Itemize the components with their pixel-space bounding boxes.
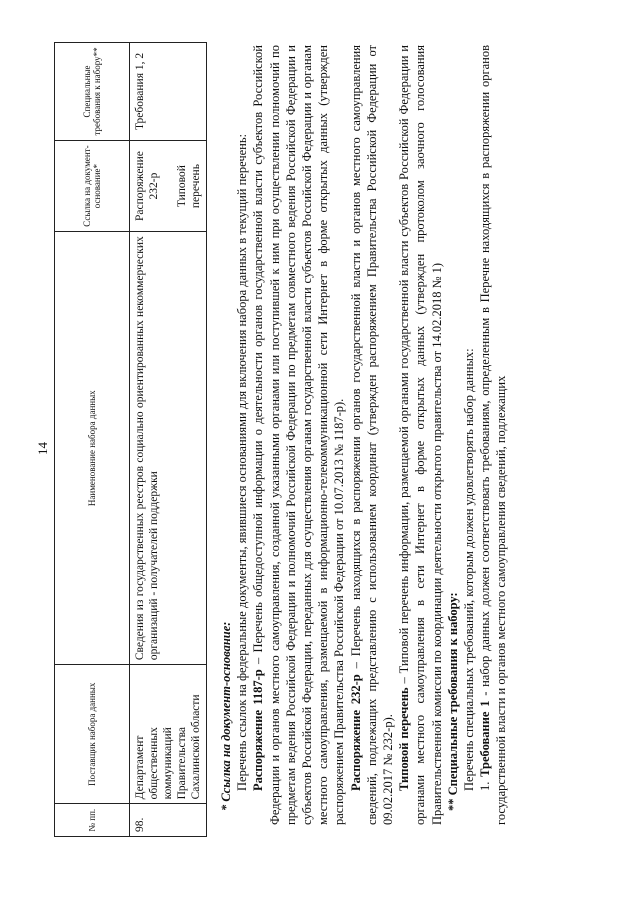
typical-list-text: – Типовой перечень информации, размещаемой органами государственной власти субъектов Российской Федерации и органами местного самоуправления в сети Интернет в форме открытых данных (утвержден протоколом заочного голосования Правительственной комиссии по координации деятельности открытого правительства от 14.02.2018 № 1) — [397, 45, 444, 825]
requirement-1-title: Требование 1 — [478, 700, 493, 777]
requirements-intro: Перечень специальных требований, которым должен удовлетворять набор данных: — [462, 348, 477, 791]
doc-232-text: – Перечень находящихся в распоряжении органов государственной власти и органов местного самоуправления сведений, подлежащих представлению с использованием координат (утвержден распоряжением Правительства Российской Федерации от 09.02.2017 № 232-р). — [348, 45, 396, 825]
cell-requirements: Требования 1, 2 — [130, 43, 207, 141]
cell-dataset-name: Сведения из государственных реестров социально ориентированных некоммерческих организаций - получателей поддержки — [130, 232, 207, 665]
doc-1187-title: Распоряжение 1187-р — [251, 669, 266, 791]
requirement-1-text: - набор данных должен соответствовать требованиям, определенным в Перечне находящихся в распоряжении органов государственной власти и органов местного самоуправления сведений, подлежащих — [478, 45, 509, 825]
header-num: № пп. — [55, 804, 130, 837]
header-name: Наименование набора данных — [55, 232, 130, 665]
header-requirements: Специальные требования к набору** — [55, 43, 130, 141]
cell-supplier: Департамент общественных коммуникаций Правительства Сахалинской области — [130, 665, 207, 804]
cell-num: 98. — [130, 804, 207, 837]
reference-spacer — [161, 145, 175, 227]
header-reference: Ссылка на документ-основание* — [55, 140, 130, 231]
table-header-row — [55, 43, 130, 837]
table-row — [130, 43, 207, 837]
requirement-1-paragraph — [477, 45, 509, 825]
reference-heading: * Ссылка на документ-основание: — [219, 621, 233, 811]
header-supplier: Поставщик набора данных — [55, 665, 130, 804]
typical-list-paragraph — [396, 45, 445, 825]
requirements-heading: ** Специальные требования к набору: — [445, 592, 460, 811]
doc-232-paragraph — [348, 45, 397, 825]
reference-2: Типовой перечень — [176, 164, 202, 209]
reference-1: Распоряжение 232-р — [134, 151, 160, 222]
requirement-1-prefix: 1. — [478, 776, 493, 791]
doc-232-title: Распоряжение 232-р — [348, 674, 363, 791]
typical-list-title: Типовой перечень — [397, 687, 412, 791]
reference-intro: Перечень ссылок на федеральные документы, явившиеся основаниями для включения набора данных в текущий перечень: — [235, 133, 250, 791]
cell-reference — [130, 140, 207, 231]
doc-1187-paragraph — [250, 45, 347, 825]
footnotes — [218, 45, 510, 825]
page-number: 14 — [35, 442, 50, 455]
doc-1187-text: – Перечень общедоступной информации о деятельности органов государственной власти субъектов Российской Федерации и органов местного самоуправления, созданной указанными органами или поступившей к ним при осуществлении полномочий по предметам ведения Российской Федерации и полномочий Российской Федерации по предметам совместного ведения Российской Федерации и субъектов Российской Федерации, переданных для осуществления органам государственной власти субъектов Российской Федерации и органам местного самоуправления, размещаемой в информационно-телекоммуникационной сети Интернет в форме открытых данных (утвержден распоряжением Правительства Российской Федерации от 10.07.2013 № 1187-р). — [251, 45, 347, 825]
dataset-table — [54, 42, 207, 837]
